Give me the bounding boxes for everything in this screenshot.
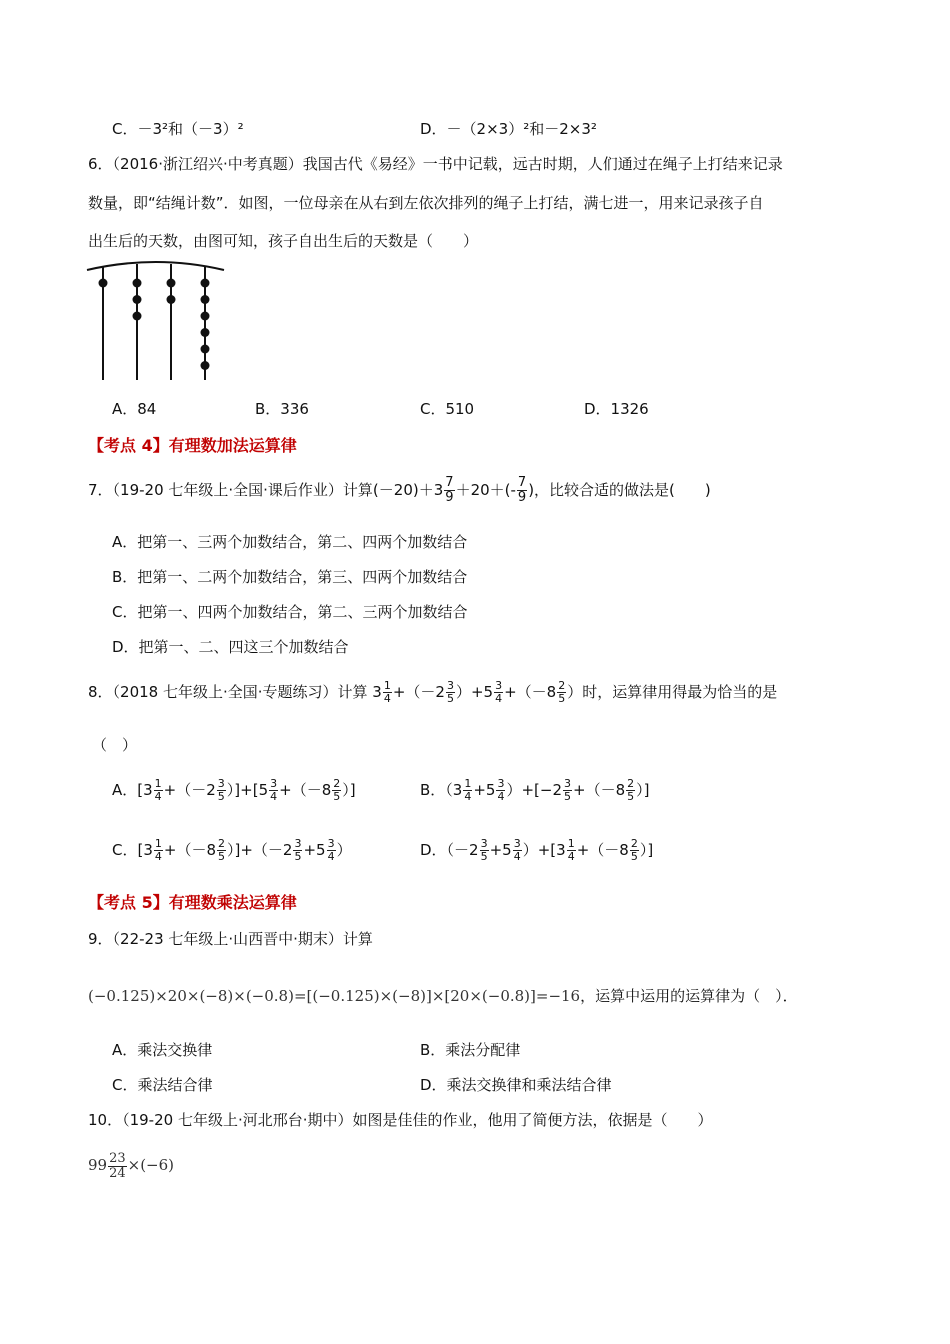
q7-stem-part-b: ＋20＋(- — [455, 481, 516, 499]
q9-option-b: B．乘法分配律 — [420, 1041, 521, 1059]
frac-3-5: $\frac{3}{5}$ — [294, 837, 302, 863]
q8-stem-part-d: +（－8 — [504, 683, 557, 701]
q8-frac-1-4: $\frac{1}{4}$ — [383, 679, 391, 705]
knot — [99, 279, 108, 288]
frac-1-4: $\frac{1}{4}$ — [567, 837, 575, 863]
frac-2-5: $\frac{2}{5}$ — [630, 837, 638, 863]
knot — [201, 312, 210, 321]
knotted-rope-figure — [84, 258, 229, 384]
q8-frac-3-4: $\frac{3}{4}$ — [495, 679, 503, 705]
q10-tail: ×(−6) — [127, 1156, 175, 1174]
frac-3-4: $\frac{3}{4}$ — [270, 777, 278, 803]
frac-2-5: $\frac{2}{5}$ — [627, 777, 635, 803]
q7-option-d: D．把第一、二、四这三个加数结合 — [112, 638, 349, 656]
q10-whole: 99 — [88, 1156, 108, 1174]
knot — [201, 295, 210, 304]
knot — [201, 345, 210, 354]
q8-paren: （ ） — [92, 736, 138, 754]
q6-option-b: B．336 — [255, 400, 309, 418]
q9-option-d: D．乘法交换律和乘法结合律 — [420, 1076, 612, 1094]
q9-stem: 9．（22-23 七年级上·山西晋中·期末）计算 — [88, 930, 373, 948]
q8-option-c: C．[3 $\frac{1}{4}$ +（－8 $\frac{2}{5}$ ）]+（－2 $\frac{3}{5}$ +5 $\frac{3}{4}$ ） — [112, 837, 352, 863]
frac-3-5: $\frac{3}{5}$ — [217, 777, 225, 803]
knot — [133, 295, 142, 304]
frac-3-4: $\frac{3}{4}$ — [513, 837, 521, 863]
frac-3-4: $\frac{3}{4}$ — [327, 837, 335, 863]
q8-stem-part-a: 8．（2018 七年级上·全国·专题练习）计算 3 — [88, 683, 382, 701]
q7-option-b: B．把第一、二两个加数结合，第三、四两个加数结合 — [112, 568, 468, 586]
q8-stem-part-b: +（－2 — [392, 683, 445, 701]
q6-stem-line3: 出生后的天数，由图可知，孩子自出生后的天数是（ ） — [88, 232, 479, 250]
frac-1-4: $\frac{1}{4}$ — [154, 837, 162, 863]
q9-formula: (−0.125)×20×(−8)×(−0.8)=[(−0.125)×(−8)]×[20×(−0.8)]=−16 — [88, 987, 581, 1005]
frac-3-5: $\frac{3}{5}$ — [564, 777, 572, 803]
q7-stem-part-a: 7．（19-20 七年级上·全国·课后作业）计算(－20)＋3 — [88, 481, 444, 499]
knot — [167, 279, 176, 288]
q6-option-d: D．1326 — [584, 400, 649, 418]
q8-frac-3-5: $\frac{3}{5}$ — [446, 679, 454, 705]
knot — [201, 361, 210, 370]
frac-1-4: $\frac{1}{4}$ — [154, 777, 162, 803]
q8-frac-2-5: $\frac{2}{5}$ — [558, 679, 566, 705]
q7-stem-part-c: )，比较合适的做法是( ) — [528, 481, 711, 499]
frac-1-4: $\frac{1}{4}$ — [464, 777, 472, 803]
q9-formula-line — [88, 985, 798, 1006]
knot — [201, 279, 210, 288]
q7-option-c: C．把第一、四两个加数结合，第二、三两个加数结合 — [112, 603, 468, 621]
q6-option-c: C．510 — [420, 400, 475, 418]
q5-option-d: D．－（2×3）²和－2×3² — [420, 120, 597, 138]
section-heading-4: 【考点 4】有理数加法运算律 — [88, 436, 297, 455]
frac-3-5: $\frac{3}{5}$ — [480, 837, 488, 863]
knot — [167, 295, 176, 304]
top-rope — [87, 262, 224, 270]
q8-stem-part-c: ）+5 — [455, 683, 494, 701]
frac-2-5: $\frac{2}{5}$ — [333, 777, 341, 803]
q9-option-a: A．乘法交换律 — [112, 1041, 213, 1059]
q8-option-a: A．[3 $\frac{1}{4}$ +（－2 $\frac{3}{5}$ ）]+[5 $\frac{3}{4}$ +（－8 $\frac{2}{5}$ ）] — [112, 777, 356, 803]
q6-stem-line1: 6．（2016·浙江绍兴·中考真题）我国古代《易经》一书中记载，远古时期，人们通过在绳子上打结来记录 — [88, 155, 783, 173]
q7-stem — [88, 470, 711, 510]
q7-fraction-1: $\frac{7}{9}$ — [445, 475, 454, 505]
q5-option-c: C．－3²和（－3）² — [112, 120, 244, 138]
q10-stem: 10．（19-20 七年级上·河北邢台·期中）如图是佳佳的作业，他用了简便方法，依据是（ ） — [88, 1111, 713, 1129]
section-heading-5: 【考点 5】有理数乘法运算律 — [88, 893, 297, 912]
frac-2-5: $\frac{2}{5}$ — [218, 837, 225, 863]
q6-option-a: A．84 — [112, 400, 157, 418]
q8-stem-part-e: ）时，运算律用得最为恰当的是 — [567, 683, 778, 701]
knot — [201, 328, 210, 337]
q8-option-d: D．（－2 $\frac{3}{5}$ +5 $\frac{3}{4}$ ）+[3 $\frac{1}{4}$ +（－8 $\frac{2}{5}$ ）] — [420, 837, 654, 863]
q9-option-c: C．乘法结合律 — [112, 1076, 213, 1094]
frac-3-4: $\frac{3}{4}$ — [497, 777, 505, 803]
q8-option-b: B．（3 $\frac{1}{4}$ +5 $\frac{3}{4}$ ）+[−2 $\frac{3}{5}$ +（－8 $\frac{2}{5}$ ）] — [420, 777, 650, 803]
q7-option-a: A．把第一、三两个加数结合，第二、四两个加数结合 — [112, 533, 468, 551]
knot — [133, 279, 142, 288]
q8-stem — [88, 672, 777, 712]
q6-stem-line2: 数量，即“结绳计数”．如图，一位母亲在从右到左依次排列的绳子上打结，满七进一，用来记录孩子自 — [88, 194, 764, 212]
q7-fraction-2: $\frac{7}{9}$ — [517, 475, 527, 505]
q10-fraction: $\frac{23}{24}$ — [109, 1150, 126, 1181]
q9-tail: ，运算中运用的运算律为（ ）． — [580, 987, 798, 1005]
q10-expression — [88, 1140, 174, 1190]
knot — [133, 312, 142, 321]
